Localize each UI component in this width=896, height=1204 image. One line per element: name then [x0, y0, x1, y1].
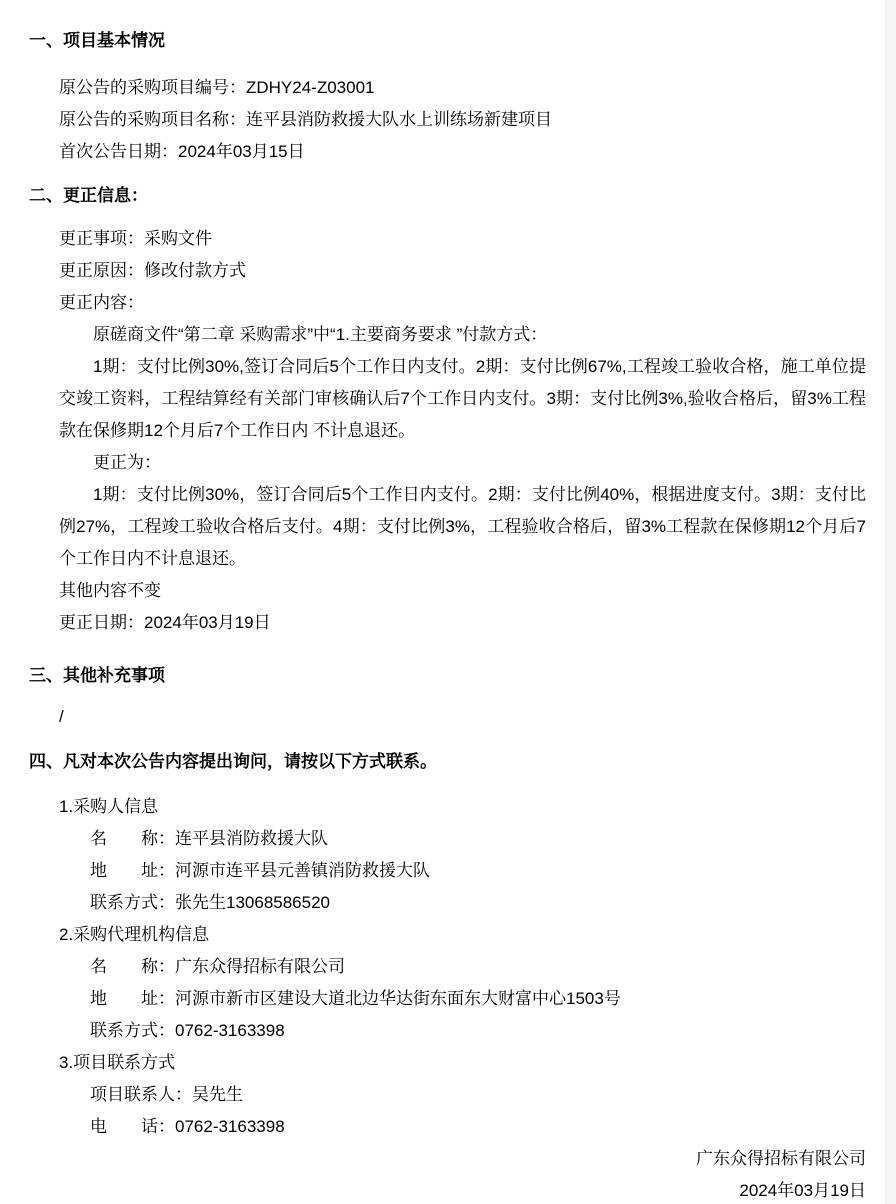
- purchaser-contact-label: 联系方式：: [90, 893, 175, 912]
- section-contact-heading: 四、凡对本次公告内容提出询问，请按以下方式联系。: [29, 752, 437, 771]
- purchaser-name-value: 连平县消防救援大队: [175, 829, 328, 848]
- original-document-clause-paragraph: 原磋商文件“第二章 采购需求”中“1.主要商务要求 ”付款方式：: [93, 325, 548, 344]
- section-supplementary-heading: 三、其他补充事项: [29, 666, 165, 685]
- supplementary-content-line: /: [59, 707, 64, 726]
- purchaser-name-label: 名 称：: [90, 829, 175, 848]
- agency-contact-row: [90, 1015, 866, 1047]
- corrected-to-label-paragraph: 更正为：: [93, 453, 161, 472]
- page-right-gutter: [885, 0, 896, 1204]
- correction-reason-line: 更正原因：修改付款方式: [59, 261, 246, 280]
- purchaser-address-row: [90, 855, 866, 887]
- purchaser-name-row: [90, 823, 866, 855]
- purchaser-contact-row: [90, 887, 866, 919]
- agency-name-row: [90, 951, 866, 983]
- agency-name-value: 广东众得招标有限公司: [175, 957, 345, 976]
- project-phone-row: [90, 1111, 866, 1143]
- project-contact-person-row: [90, 1079, 866, 1111]
- original-project-number-line: 原公告的采购项目编号：ZDHY24-Z03001: [59, 78, 375, 97]
- agency-address-value: 河源市新市区建设大道北边华达街东面东大财富中心1503号: [175, 989, 621, 1008]
- first-announcement-date-line: 首次公告日期：2024年03月15日: [59, 142, 305, 161]
- other-content-unchanged-line: 其他内容不变: [59, 581, 161, 600]
- project-contact-title: 3.项目联系方式: [59, 1053, 176, 1072]
- signature-company: 广东众得招标有限公司: [696, 1149, 866, 1168]
- correction-item-line: 更正事项：采购文件: [59, 229, 212, 248]
- agency-contact-value: 0762-3163398: [175, 1021, 285, 1040]
- agency-name-label: 名 称：: [90, 957, 175, 976]
- signature-block: [29, 1143, 866, 1204]
- correction-date-line: 更正日期：2024年03月19日: [59, 613, 271, 632]
- agency-address-label: 地 址：: [90, 989, 175, 1008]
- purchaser-address-value: 河源市连平县元善镇消防救援大队: [175, 861, 430, 880]
- project-contact-person-value: 吴先生: [192, 1085, 243, 1104]
- agency-contact-label: 联系方式：: [90, 1021, 175, 1040]
- correction-content-label-line: 更正内容：: [59, 293, 144, 312]
- agency-info-title: 2.采购代理机构信息: [59, 925, 210, 944]
- original-project-name-line: 原公告的采购项目名称：连平县消防救援大队水上训练场新建项目: [59, 110, 552, 129]
- project-phone-value: 0762-3163398: [175, 1117, 285, 1136]
- signature-date: 2024年03月19日: [739, 1181, 866, 1200]
- section-basic-info-heading: 一、项目基本情况: [29, 31, 165, 50]
- agency-address-row: [90, 983, 866, 1015]
- corrected-payment-terms-paragraph: 1期：支付比例30%，签订合同后5个工作日内支付。2期：支付比例40%，根据进度支付。3期：支付比例27%，工程竣工验收合格后支付。4期：支付比例3%，工程验收合格后，留3%工程款在保修期12个月后7个工作日内不计息退还。: [59, 485, 866, 568]
- purchaser-contact-value: 张先生13068586520: [175, 893, 331, 912]
- purchaser-info-title: 1.采购人信息: [59, 797, 159, 816]
- section-correction-info-heading: 二、更正信息：: [29, 186, 148, 205]
- project-phone-label: 电 话：: [90, 1117, 175, 1136]
- original-payment-terms-paragraph: 1期：支付比例30%,签订合同后5个工作日内支付。2期：支付比例67%,工程竣工验收合格，施工单位提交竣工资料，工程结算经有关部门审核确认后7个工作日内支付。3期：支付比例3%,验收合格后，留3%工程款在保修期12个月后7个工作日内 不计息退还。: [59, 357, 866, 440]
- project-contact-person-label: 项目联系人：: [90, 1085, 192, 1104]
- purchaser-address-label: 地 址：: [90, 861, 175, 880]
